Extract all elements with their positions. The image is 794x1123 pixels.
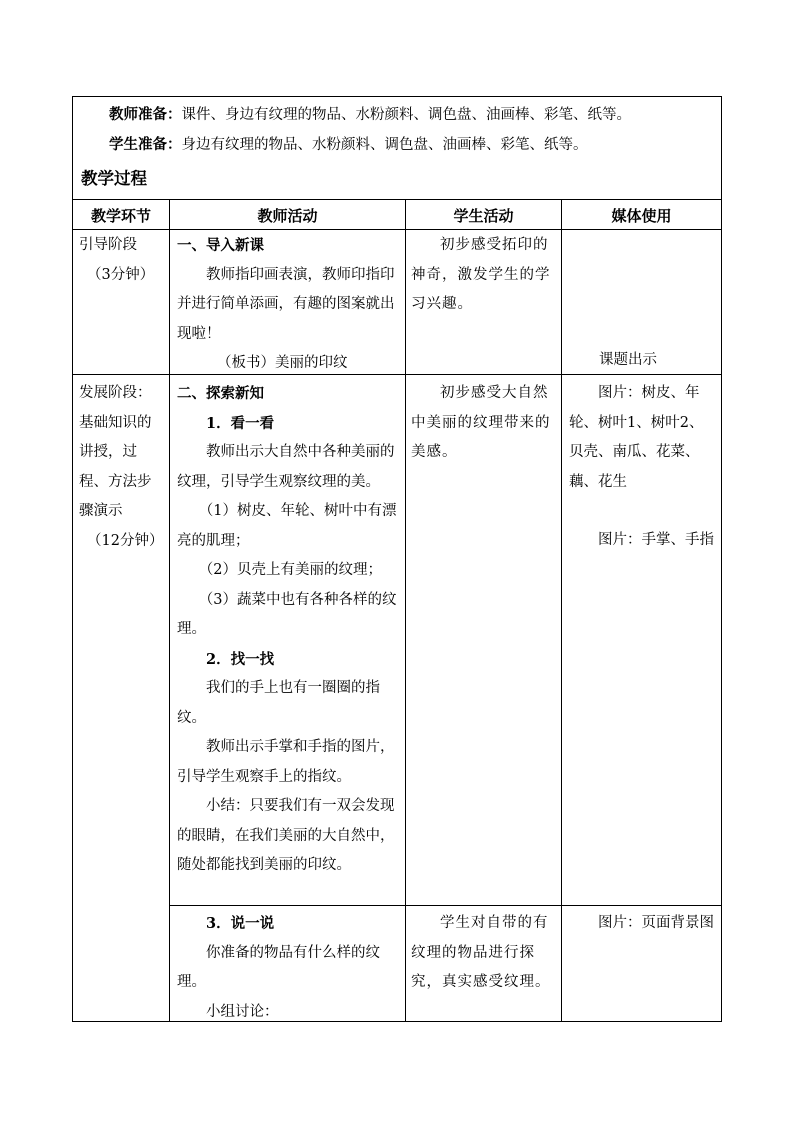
teacher-prep-text: 课件、身边有纹理的物品、水粉颜料、调色盘、油画棒、彩笔、纸等。 (181, 107, 631, 123)
col-divider-3 (561, 199, 562, 1021)
student-prep-line (109, 135, 588, 155)
header-teacher: 教师活动 (257, 207, 318, 225)
row1-media (569, 349, 717, 371)
row3-teacher (177, 909, 401, 1027)
row2-student (411, 379, 557, 468)
row2-media-2: 图片：手掌、手指 (598, 532, 714, 548)
divider-row2 (169, 905, 721, 906)
row2-media (569, 379, 717, 556)
section-title: 教学过程 (81, 169, 147, 188)
row2-step2-text1: 我们的手上也有一圈圈的指纹。 (177, 680, 380, 726)
row1-teacher (177, 231, 401, 379)
row1-stage-time: （3分钟） (87, 266, 155, 283)
row2-step1-text: 教师出示大自然中各种美丽的纹理，引导学生观察纹理的美。 (177, 444, 395, 490)
row2-item2: （2）贝壳上有美丽的纹理； (198, 562, 382, 578)
row3-media-text: 图片：页面背景图 (598, 915, 714, 931)
student-prep-label: 学生准备： (109, 136, 182, 153)
row3-student (411, 909, 557, 998)
row2-stage-label: 发展阶段：基础知识的讲授，过程、方法步骤演示 (79, 385, 152, 519)
row2-stage-time: （12分钟） (87, 532, 164, 549)
student-prep-text: 身边有纹理的物品、水粉颜料、调色盘、油画棒、彩笔、纸等。 (181, 137, 588, 153)
row3-step3-text: 你准备的物品有什么样的纹理。 (177, 944, 380, 990)
row2-item3: （3）蔬菜中也有各种各样的纹理。 (177, 591, 397, 637)
row2-teacher (177, 379, 401, 881)
header-stage: 教学环节 (90, 207, 151, 225)
row2-teacher-heading: 二、探索新知 (177, 385, 264, 402)
row2-media-1: 图片：树皮、年轮、树叶1、树叶2、贝壳、南瓜、花菜、藕、花生 (569, 385, 704, 490)
row3-step3: 3．说一说 (206, 915, 275, 932)
row3-media (569, 909, 717, 939)
row1-student-text: 初步感受拓印的神奇，激发学生的学习兴趣。 (411, 237, 551, 312)
row1-teacher-heading: 一、导入新课 (177, 237, 264, 254)
row3-discussion: 小组讨论： (206, 1003, 279, 1020)
row3-student-text: 学生对自带的有纹理的物品进行探究，真实感受纹理。 (411, 915, 551, 990)
teacher-prep-label: 教师准备： (109, 106, 182, 123)
divider-header (73, 229, 721, 230)
row2-step2-text2: 教师出示手掌和手指的图片，引导学生观察手上的指纹。 (177, 739, 395, 785)
teacher-prep-line (109, 105, 631, 125)
row2-summary: 小结：只要我们有一双会发现的眼睛，在我们美丽的大自然中，随处都能找到美丽的印纹。 (177, 798, 395, 873)
row1-blackboard: （板书）美丽的印纹 (217, 355, 348, 371)
row2-item1: （1）树皮、年轮、树叶中有漂亮的肌理； (177, 503, 397, 549)
col-divider-2 (405, 199, 406, 1021)
header-media: 媒体使用 (611, 207, 672, 225)
row1-teacher-text: 教师指印画表演，教师印指印并进行简单添画，有趣的图案就出现啦！ (177, 266, 395, 342)
row1-media-text: 课题出示 (599, 352, 657, 368)
header-student: 学生活动 (453, 207, 514, 225)
row1-stage (79, 231, 165, 290)
divider-top (73, 199, 721, 200)
lesson-plan-table (72, 96, 722, 1022)
row1-stage-label: 引导阶段 (79, 237, 137, 253)
row2-step1: 1．看一看 (206, 414, 275, 432)
row2-student-text: 初步感受大自然中美丽的纹理带来的美感。 (411, 385, 551, 460)
row2-stage (79, 379, 165, 556)
row2-step2: 2．找一找 (206, 650, 275, 668)
col-divider-1 (169, 199, 170, 1021)
row1-student (411, 231, 557, 320)
